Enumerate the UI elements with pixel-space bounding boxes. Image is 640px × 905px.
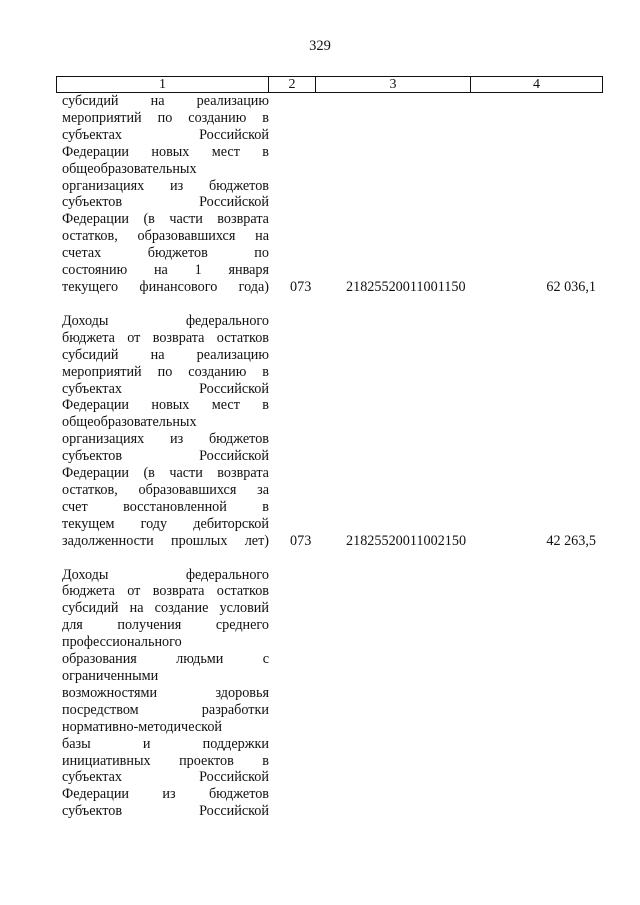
description-line: возможностями здоровья — [62, 684, 269, 701]
description-line: организациях из бюджетов — [62, 177, 269, 194]
description-line: субсидий на реализацию — [62, 93, 269, 109]
description-line: счет восстановленной в — [62, 498, 269, 515]
row-description — [56, 567, 269, 821]
admin-code: 073 — [290, 278, 312, 295]
header-col-1: 1 — [57, 77, 269, 93]
description-line: Федерации (в части возврата — [62, 211, 269, 228]
description-line: Доходы федерального — [62, 566, 269, 583]
header-col-2: 2 — [269, 77, 316, 93]
description-line: субъектов Российской — [62, 448, 269, 465]
description-line: субъектов Российской — [62, 803, 269, 820]
description-line: субъектах Российской — [62, 380, 269, 397]
table-row — [56, 313, 602, 550]
header-col-4: 4 — [471, 77, 603, 93]
description-line: текущего финансового года) — [62, 278, 269, 295]
description-line: ограниченными — [62, 668, 159, 684]
row-description — [56, 93, 269, 296]
admin-code: 073 — [290, 532, 312, 549]
description-line: нормативно-методической — [62, 718, 223, 735]
description-line: посредством разработки — [62, 701, 269, 718]
description-line: задолженности прошлых лет) — [62, 532, 269, 549]
kbk-code: 21825520011001150 — [346, 278, 466, 295]
description-line: Федерации новых мест в — [62, 397, 269, 414]
amount-value: 62 036,1 — [546, 278, 596, 295]
description-line: мероприятий по созданию в — [62, 363, 269, 380]
table-header — [56, 76, 603, 93]
table-row — [56, 93, 602, 296]
description-line: бюджета от возврата остатков — [62, 583, 269, 600]
description-line: базы и поддержки — [62, 735, 269, 752]
description-line: субъектов Российской — [62, 194, 269, 211]
row-description — [56, 313, 269, 550]
description-line: для получения среднего — [62, 617, 269, 634]
description-line: субсидий на реализацию — [62, 346, 269, 363]
description-line: Доходы федерального — [62, 312, 269, 329]
page-number: 329 — [309, 38, 331, 54]
description-line: субсидий на создание условий — [62, 600, 269, 617]
table-body — [56, 93, 602, 820]
description-line: состоянию на 1 января — [62, 262, 269, 279]
description-line: Федерации (в части возврата — [62, 465, 269, 482]
amount-value: 42 263,5 — [546, 532, 596, 549]
description-line: общеобразовательных — [62, 160, 197, 177]
description-line: остатков, образовавшихся на — [62, 228, 269, 245]
description-line: организациях из бюджетов — [62, 431, 269, 448]
description-line: Федерации новых мест в — [62, 143, 269, 160]
description-line: счетах бюджетов по — [62, 245, 269, 262]
kbk-code: 21825520011002150 — [346, 532, 467, 549]
description-line: Федерации из бюджетов — [62, 786, 269, 803]
description-line: инициативных проектов в — [62, 752, 269, 769]
header-col-3: 3 — [316, 77, 471, 93]
description-line: субъектах Российской — [62, 126, 269, 143]
table-row — [56, 567, 602, 821]
description-line: текущем году дебиторской — [62, 515, 269, 532]
description-line: общеобразовательных — [62, 414, 197, 431]
description-line: профессионального — [62, 634, 182, 651]
description-line: бюджета от возврата остатков — [62, 329, 269, 346]
description-line: мероприятий по созданию в — [62, 109, 269, 126]
description-line: субъектах Российской — [62, 769, 269, 786]
description-line: образования людьми с — [62, 651, 269, 668]
description-line: остатков, образовавшихся за — [62, 481, 269, 498]
